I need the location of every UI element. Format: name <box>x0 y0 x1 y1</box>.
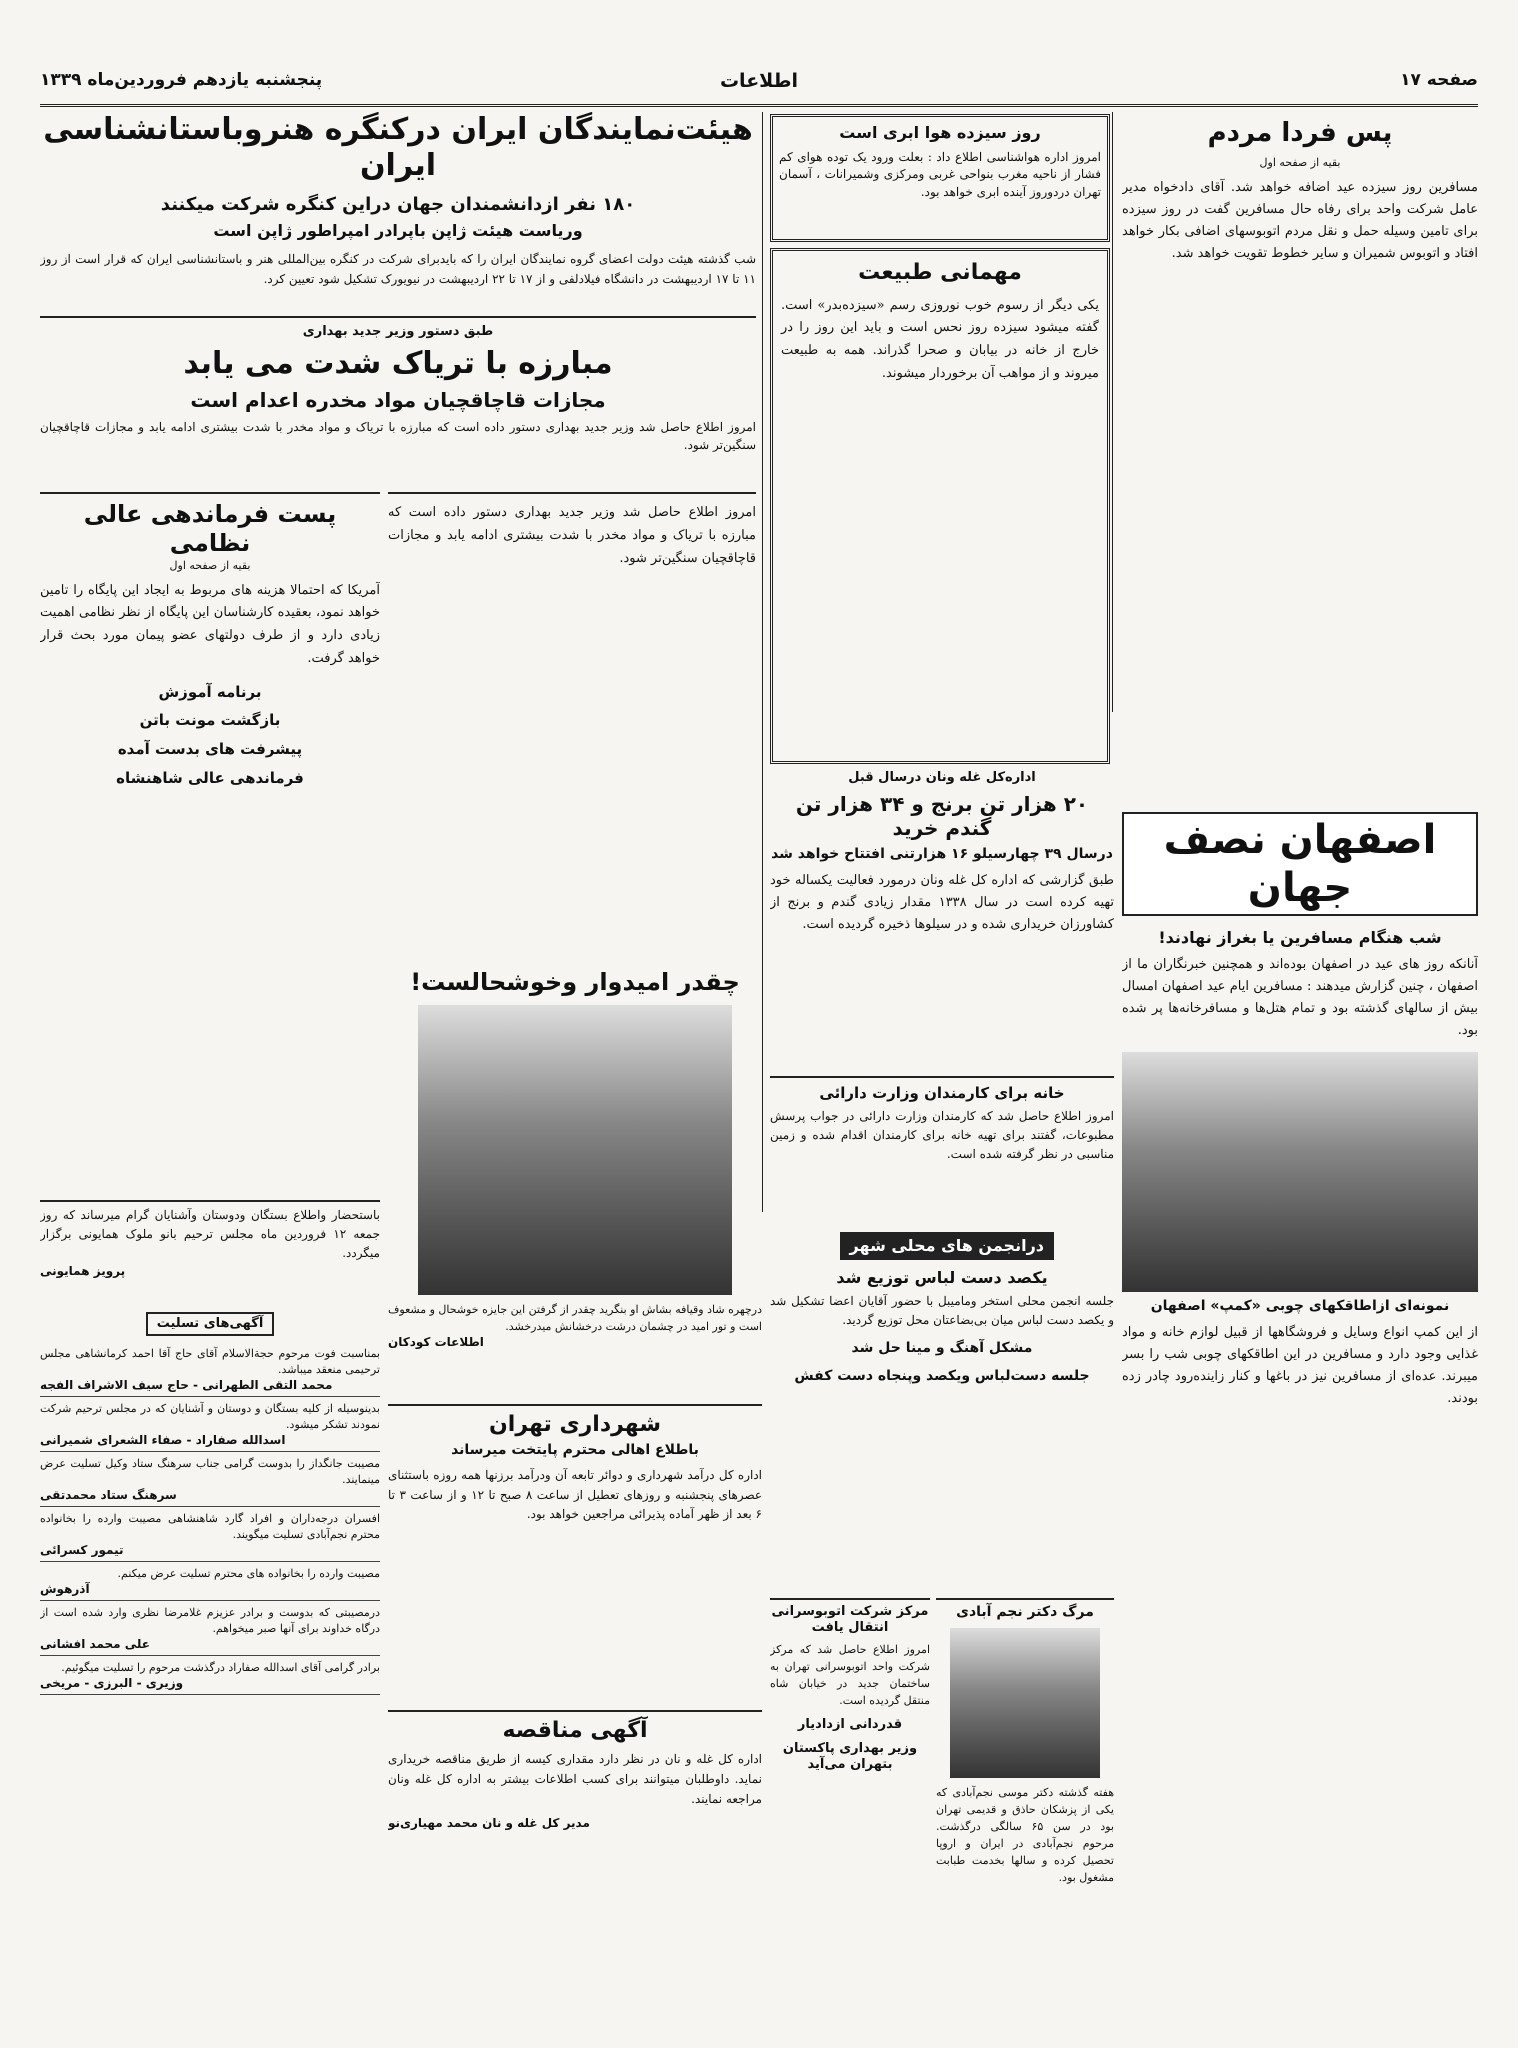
condolence-signature: محمد التقی الطهرانی - حاج سیف الاشراف الفجه <box>40 1378 333 1393</box>
subheading: فرماندهی عالی شاهنشاه <box>116 768 304 787</box>
condolences-list <box>40 1342 380 1694</box>
article-body: امروز اطلاع حاصل شد که کارمندان وزارت دارائی در جواب پرسش مطبوعات، گفتند برای تهیه خانه برای کارمندان اقدام شده و زمین مناسبی در نظر گرفته شده است. <box>770 1108 1114 1162</box>
condolence-item <box>40 1507 380 1562</box>
article-body: امروز اطلاع حاصل شد که مرکز شرکت واحد اتوبوسرانی تهران به ساختمان جدید در خیابان شاه منتقل گردیده است. <box>770 1642 930 1707</box>
condolence-text: افسران درجه‌داران و افراد گارد شاهنشاهی مصیبت وارده را بخانواده محترم نجم‌آبادی تسلیت میگویند. <box>40 1511 380 1541</box>
condolence-text: مصیبت وارده را بخانواده های محترم تسلیت عرض میکنم. <box>117 1566 380 1580</box>
condolence-item <box>40 1342 380 1397</box>
condolence-signature: آذرهوش <box>40 1581 90 1596</box>
subheading: وزیر بهداری پاکستان بتهران می‌آید <box>782 1740 918 1773</box>
article-title: مرگ دکتر نجم آبادی <box>956 1604 1094 1620</box>
condolences <box>40 1200 380 2008</box>
condolence-item <box>40 1601 380 1656</box>
article-subtitle: مجازات قاچاقچیان مواد مخدره اعدام است <box>190 388 606 413</box>
article-subtitle: درسال ۳۹ چهارسیلو ۱۶ هزارتنی افتتاح خواهد شد <box>771 846 1113 863</box>
subheading: جلسه دست‌لباس ویکصد وپنجاه دست کفش <box>794 1367 1090 1384</box>
article-body: شب گذشته هیئت دولت اعضای گروه نمایندگان ایران را که بایدبرای شرکت در کنگره بین‌المللی هنر و باستانشناسی ایران که قرار است از روز ۱۱ تا ۱۷ اردیبهشت در دانشگاه فیلادلفی و از ۱۷ تا ۲۲ اردیبهشت در نیویورک تشکیل شود تعیین کرد. <box>40 251 756 286</box>
article-title: ۲۰ هزار تن برنج و ۳۴ هزار تن گندم خرید <box>795 792 1089 841</box>
condolence-signature: سرهنگ ستاد محمدتقی <box>40 1487 177 1502</box>
condolence-top <box>40 1206 380 1306</box>
condolence-text: مصیبت جانگداز را بدوست گرامی جناب سرهنگ ستاد وکیل تسلیت عرض مینمایند. <box>40 1457 380 1486</box>
article-body: اداره کل غله و نان در نظر دارد مقداری کیسه از طریق مناقصه خریداری نماید. داوطلبان میتوانند برای کسب اطلاعات بیشتر به اداره کل غله ونان مراجعه نمایند. <box>388 1752 762 1806</box>
article-body: از این کمپ انواع وسایل و فروشگاهها از قبیل لوازم خانه و مواد غذایی وجود دارد و مسافرین در این اطاقکهای چوبی شب را بسر میبرند. عده‌ای از مسافرین نیز در باغها و کنار زاینده‌رود چادر زده بودند. <box>1122 1324 1478 1407</box>
article-title: مهمانی طبیعت <box>858 260 1022 285</box>
article-title: هیئت‌نمایندگان ایران درکنگره هنروباستانشناسی ایران <box>43 112 753 183</box>
article-title: چقدر امیدوار وخوشحالست! <box>410 968 740 996</box>
article-subtitle: وریاست هیئت ژاپن باپرادر امپراطور ژاپن است <box>213 220 583 240</box>
section-tag: درانجمن های محلی شهر <box>840 1232 1054 1260</box>
condolence-signature: وزیری - البرزی - مریخی <box>40 1675 184 1690</box>
condolence-item <box>40 1452 380 1507</box>
article-finance <box>770 1076 1114 1226</box>
condolence-signature: اسدالله صفاراد - صفاء الشعرای شمیرانی <box>40 1433 286 1447</box>
article-anjoman <box>770 1232 1114 1592</box>
article-continuation <box>388 492 756 962</box>
credit: اطلاعات کودکان <box>388 1334 484 1349</box>
isfahan-logo: اصفهان نصف جهان <box>1122 812 1478 916</box>
child-photo <box>418 1005 732 1295</box>
article-body: اداره کل درآمد شهرداری و دوائر تابعه آن ودرآمد برزنها همه روزه باستثنای عصرهای پنجشنبه و روزهای تعطیل از ساعت ۸ صبح تا ۱۲ و از ساعت ۳ تا ۶ بعد از ظهر آماده پذیرائی مراجعین خواهد بود. <box>388 1467 762 1522</box>
condolence-text: بمناسبت فوت مرحوم حجةالاسلام آقای حاج آقا احمد کرمانشاهی مجلس ترحیمی منعقد میباشد. <box>40 1347 380 1377</box>
column-rule <box>1112 112 1113 712</box>
subheading: قدردانی ازدادیار <box>797 1716 903 1732</box>
condolence-item <box>40 1562 380 1601</box>
article-body: امروز اداره هواشناسی اطلاع داد : بعلت ورود یک توده هوای کم فشار از ناحیه مغرب بنواحی غربی ومرکزی وشمیرانات ، آسمان تهران دردوروز آینده ابری خواهد بود. <box>779 150 1101 199</box>
article-subtitle: ۱۸۰ نفر ازدانشمندان جهان دراین کنگره شرکت میکنند <box>160 194 636 215</box>
article-title: مبارزه با تریاک شدت می یابد <box>183 346 613 382</box>
article-body: امروز اطلاع حاصل شد وزیر جدید بهداری دستور داده است که مبارزه با تریاک و مواد مخدر با شدت بیشتری ادامه یابد و مجازات قاچاقچیان سنگین‌تر شود. <box>388 505 756 566</box>
article-body: آمریکا که احتمالا هزینه های مربوط به ایجاد این پایگاه را تامین خواهد نمود، بعقیده کارشناسان این پایگاه از نظر نظامی اهمیت زیادی دارد و از طرف دولتهای عضو پیمان مورد بحث قرار خواهد گرفت. <box>40 582 380 666</box>
article-nature <box>770 248 1110 764</box>
article-hope <box>388 968 762 1398</box>
article-kicker: طبق دستور وزیر جدید بهداری <box>302 324 494 339</box>
paper-name: اطلاعات <box>719 70 799 92</box>
doctor-photo <box>950 1628 1100 1778</box>
condolence-item <box>40 1397 380 1452</box>
article-body: مسافرین روز سیزده عید اضافه خواهد شد. آقای دادخواه مدیر عامل شرکت واحد برای رفاه حال مسافرین گفت در روز سیزده برای تامین وسیله حمل و نقل مردم اتوبوسهای اضافی بکار خواهد افتاد و اتوبوس شمیران و سایر خطوط تقویت خواهد شد. <box>1122 180 1478 262</box>
article-title: خانه برای کارمندان وزارت دارائی <box>819 1084 1065 1102</box>
page-number: صفحه ۱۷ <box>1400 70 1478 90</box>
condolence-signature: تیمور کسرائی <box>40 1542 124 1557</box>
condolence-signature: پرویز همایونی <box>40 1263 126 1278</box>
article-title: مرکز شرکت اتوبوسرانی انتقال یافت <box>771 1604 929 1636</box>
column-rule <box>762 112 763 1212</box>
article-body: هفته گذشته دکتر موسی نجم‌آبادی که یکی از پزشکان حاذق و قدیمی تهران بود در سن ۶۵ سالگی درگذشت. مرحوم نجم‌آبادی در ایران و اروپا تحصیل کرده و سالها بخدمت طبابت مشغول بود. <box>936 1785 1114 1884</box>
article-ref: بقیه از صفحه اول <box>1259 156 1341 170</box>
photo-caption: درچهره شاد وقیافه بشاش او بنگرید چقدر از گرفتن این جایزه خوشحال و مشعوف است و تور امید در چشمان درشت درخشانش میدرخشد. <box>388 1302 762 1333</box>
article-doctor <box>936 1598 1114 2008</box>
article-title: شب هنگام مسافرین یا بغراز نهادند! <box>1158 928 1442 947</box>
article-auction <box>388 1710 762 2008</box>
article-municipality <box>388 1404 762 1704</box>
article-kicker: اداره‌کل غله ونان درسال قبل <box>848 770 1036 785</box>
article-body: یکی دیگر از رسوم خوب نوروزی رسم «سیزده‌بدر» است. گفته میشود سیزده روز نحس است و باید این روز را در خارج از خانه در بیابان و صحرا گذراند. همه به طبیعت میروند و از مواهب آن برخوردار میشوند. <box>781 297 1099 381</box>
photo-caption: نمونه‌ای ازاطاقکهای چوبی «کمپ» اصفهان <box>1150 1298 1450 1315</box>
condolences-title: آگهی‌های تسلیت <box>146 1312 274 1336</box>
subheading: پیشرفت های بدست آمده <box>117 740 303 759</box>
condolence-signature: علی محمد افشانی <box>40 1636 150 1651</box>
article-isfahan <box>1122 812 1478 2008</box>
article-body: جلسه انجمن محلی استخر ومامیبل با حضور آقایان اعضا تشکیل شد و یکصد دست لباس میان بی‌بضاعتان محل توزیع گردید. <box>770 1294 1114 1328</box>
article-title: آگهی مناقصه <box>502 1718 648 1743</box>
article-title: پست فرماندهی عالی نظامی <box>83 500 337 557</box>
condolence-text: بدینوسیله از کلیه بستگان و دوستان و آشنایان که در مجلس ترحیم شرکت نمودند تشکر میشود. <box>40 1402 380 1432</box>
subheading: مشکل آهنگ و مینا حل شد <box>851 1340 1033 1357</box>
page-header <box>40 64 1478 107</box>
article-bus <box>770 1598 930 2008</box>
issue-date: پنجشنبه یازدهم فروردین‌ماه ۱۳۳۹ <box>40 70 323 90</box>
condolence-text: برادر گرامی آقای اسدالله صفاراد درگذشت مرحوم را تسلیت میگوئیم. <box>61 1660 380 1674</box>
condolence-item <box>40 1656 380 1695</box>
article-title: روز سیزده هوا ابری است <box>839 123 1041 142</box>
article-title: شهرداری تهران <box>489 1412 661 1437</box>
article-body: آنانکه روز های عید در اصفهان بوده‌اند و همچنین خبرنگاران ما از اصفهان ، چنین گزارش میدهند : مسافرین ایام عید اصفهان امسال بیش از سالهای گذشته بود و تمام هتل‌ها و مسافرخانه‌ها پر شده بود. <box>1122 957 1478 1039</box>
article-weather <box>770 114 1110 242</box>
condolence-text: درمصیبتی که بدوست و برادر عزیزم غلامرضا نظری وارد شده است از درگاه خداوند برای آنها صبر میخواهم. <box>40 1605 380 1635</box>
article-pas-farda <box>1122 118 1478 808</box>
article-title: پس فردا مردم <box>1207 118 1393 148</box>
article-body: امروز اطلاع حاصل شد وزیر جدید بهداری دستور داده است که مبارزه با تریاک و مواد مخدر با شدت بیشتری ادامه یابد و مجازات قاچاقچیان سنگین‌تر شود. <box>40 420 756 452</box>
article-subtitle: باطلاع اهالی محترم پایتخت میرساند <box>451 1442 699 1459</box>
condolence-text: باستحضار واطلاع بستگان ودوستان وآشنایان گرام میرساند که روز جمعه ۱۲ فروردین ماه مجلس ترحیم بانو ملوک همایونی برگزار میگردد. <box>40 1208 380 1261</box>
isfahan-photo <box>1122 1052 1478 1292</box>
subheading: بازگشت مونت باتن <box>139 711 281 730</box>
article-body: طبق گزارشی که اداره کل غله ونان درمورد فعالیت یکساله خود تهیه کرده است در سال ۱۳۳۸ مقدار زیادی گندم و برنج از کشاورزان خریداری شده و در سیلوها ذخیره گردیده است. <box>770 872 1114 932</box>
article-wheat <box>770 770 1114 1070</box>
auction-signature: مدیر کل غله و نان محمد مهیاری‌نو <box>388 1815 590 1830</box>
article-military <box>40 492 380 1192</box>
subheading: برنامه آموزش <box>158 682 262 701</box>
article-opium <box>40 316 756 486</box>
article-title: یکصد دست لباس توزیع شد <box>836 1268 1048 1287</box>
article-ref: بقیه از صفحه اول <box>169 558 251 572</box>
article-main <box>40 112 756 312</box>
